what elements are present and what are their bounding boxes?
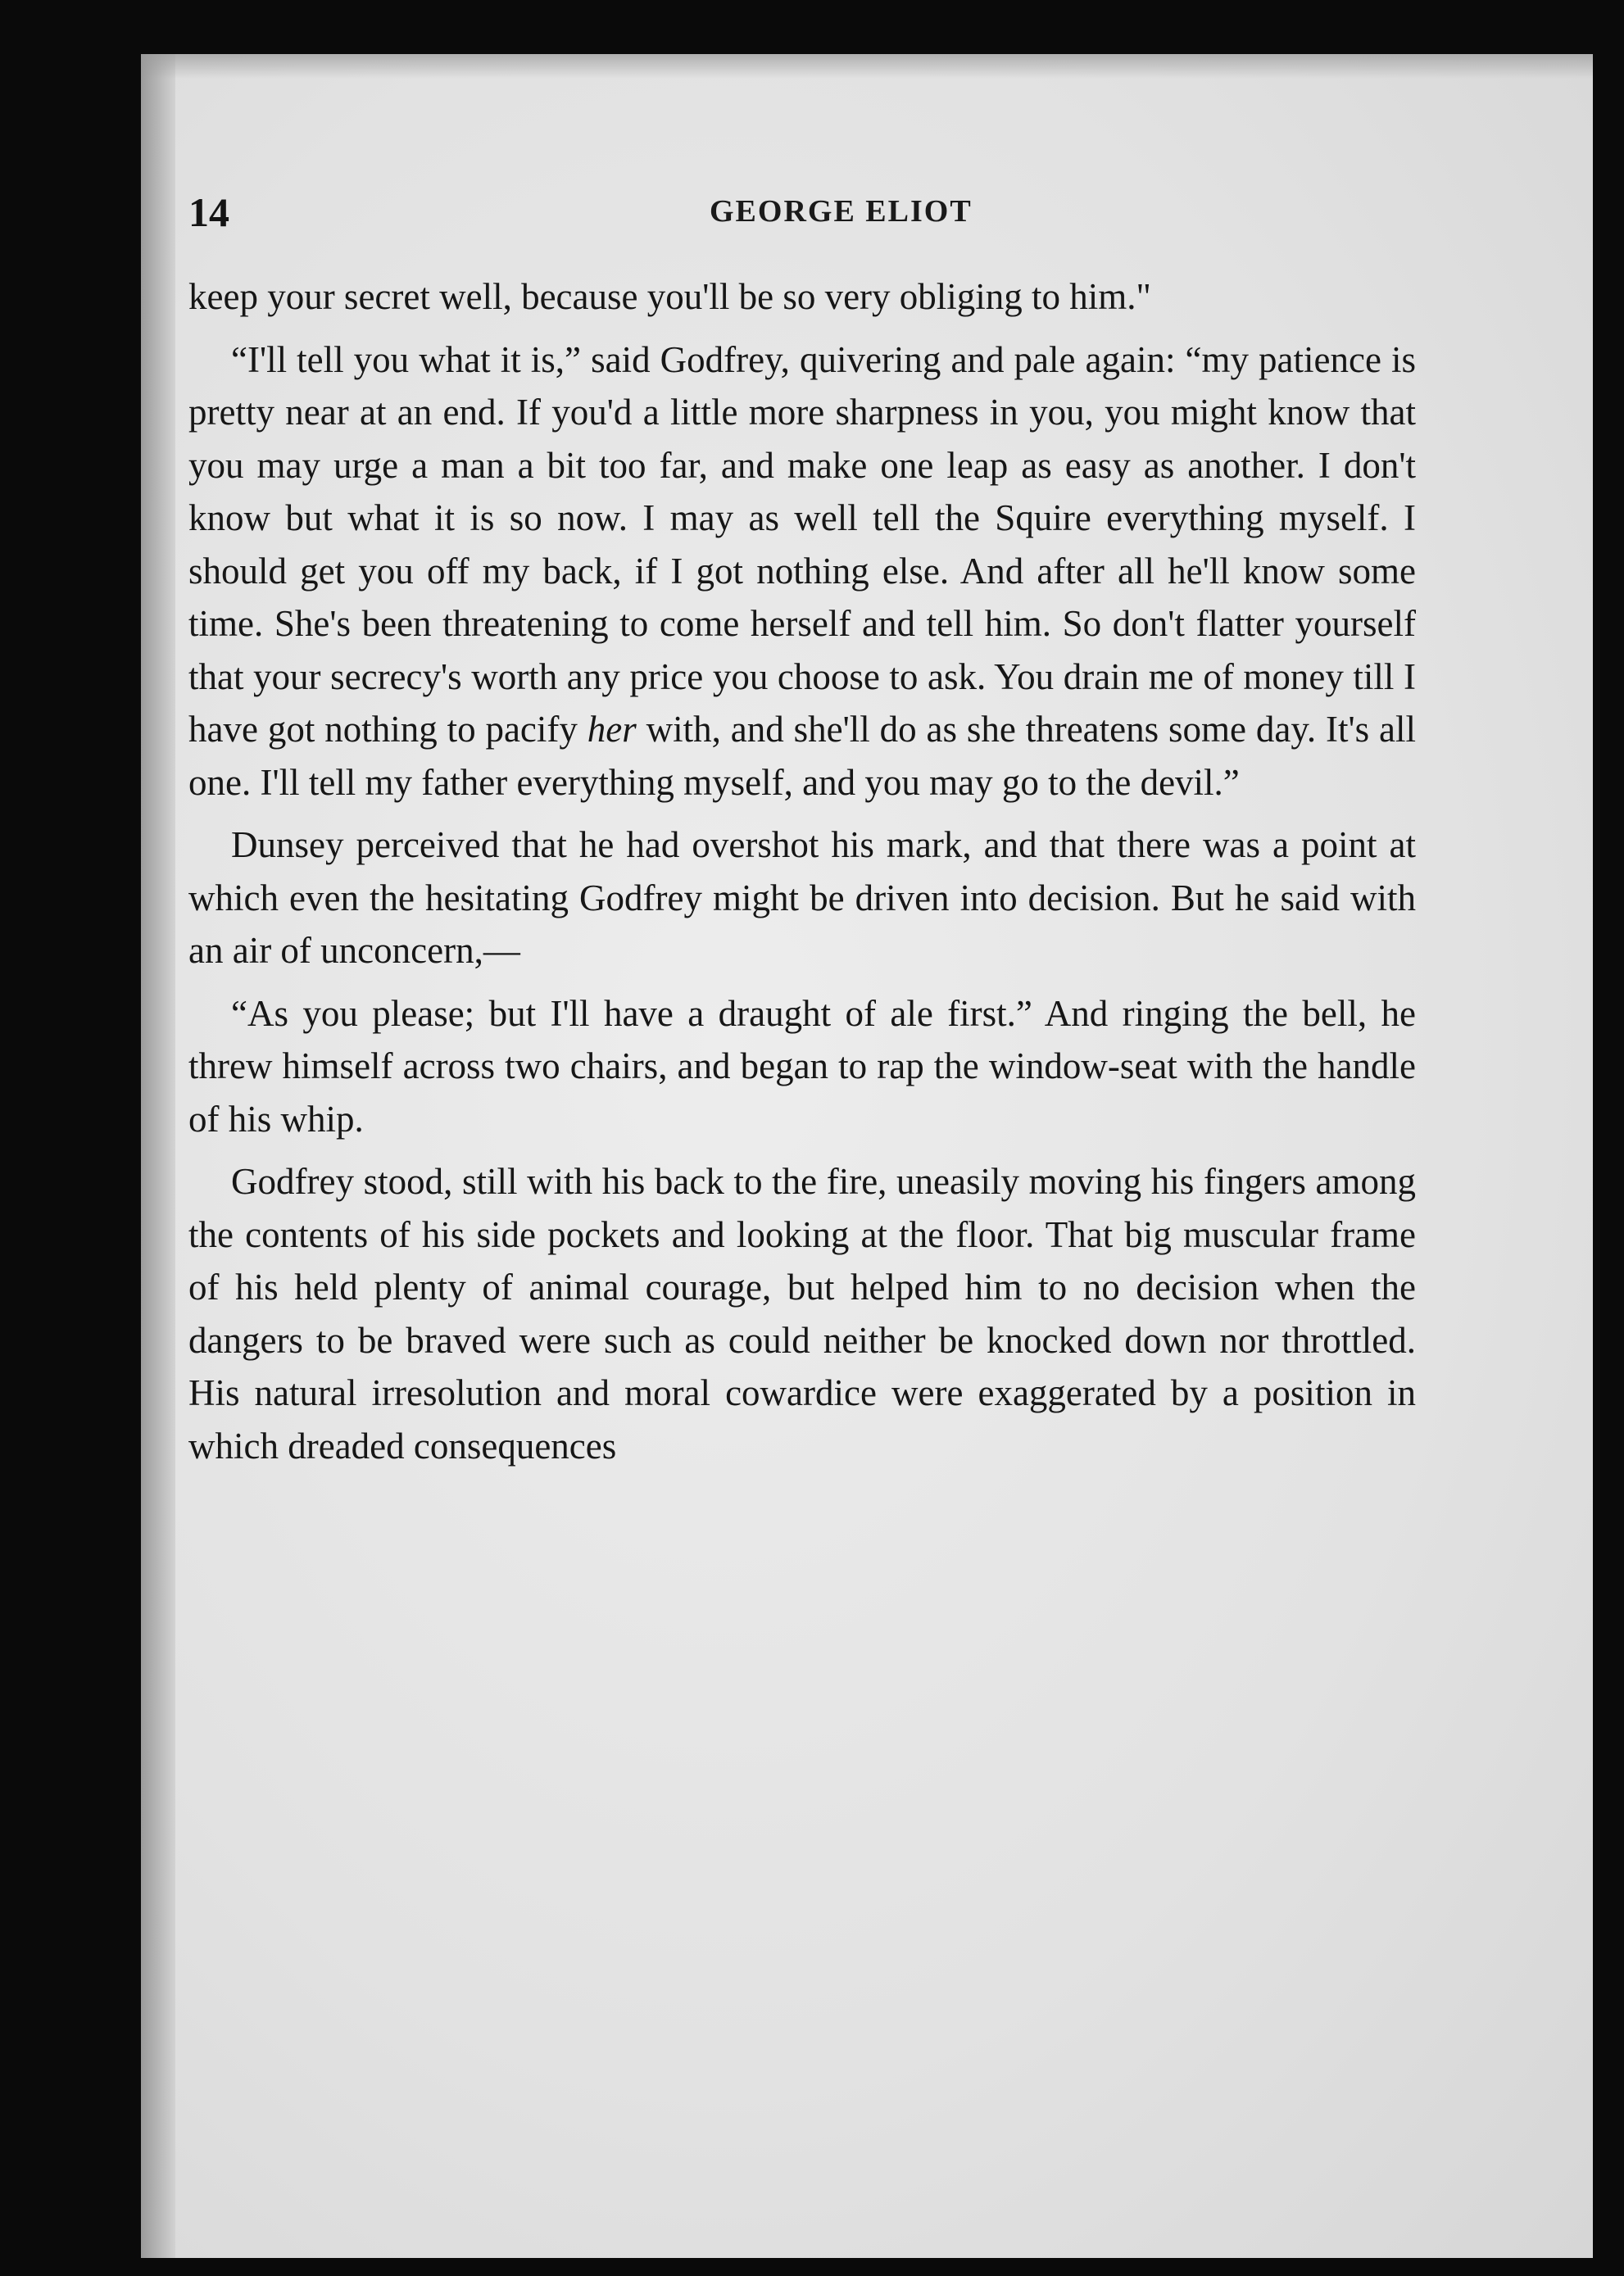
paragraph-godfrey-speech — [188, 333, 1416, 809]
paragraph-dunsey: Dunsey perceived that he had overshot his mark, and that there was a point at which even the hesitating Godfrey might be driven into decision. But he said with an air of unconcern,— — [188, 824, 1416, 971]
paragraph-godfrey-stood: Godfrey stood, still with his back to the fire, uneasily moving his fingers among the contents of his side pockets and looking at the floor. That big muscular frame of his held plenty of animal courage, but helped him to no decision when the dangers to be braved were such as could neither be knocked down nor throttled. His natural irresolution and moral cowardice were exaggerated by a position in which dreaded consequences — [188, 1161, 1416, 1467]
italic-her: her — [587, 709, 637, 750]
paragraph-continued: keep your secret well, because you'll be so very obliging to him." — [188, 276, 1151, 317]
body-text — [188, 270, 1416, 1472]
page-number: 14 — [188, 189, 229, 235]
running-title: GEORGE ELIOT — [710, 194, 973, 229]
paragraph-dunsey-reply: “As you please; but I'll have a draught of ale first.” And ringing the bell, he threw himself across two chairs, and began to rap the window-seat with the handle of his whip. — [188, 992, 1416, 1140]
page-header — [188, 188, 1418, 246]
paragraph-godfrey-speech-part1: “I'll tell you what it is,” said Godfrey, quivering and pale again: “my patience is pretty near at an end. If you'd a little more sharpness in you, you might know that you may urge a man a bit too far, and make one leap as easy as another. I don't know but what it is so now. I may as well tell the Squire everything myself. I should get you off my back, if I got nothing else. And after all he'll know some time. She's been threatening to come herself and tell him. So don't flatter yourself that your secrecy's worth any price you choose to ask. You drain me of money till I have got nothing to pacify — [188, 338, 1416, 750]
paragraph-godfrey-speech-part2: with, and she'll do as she threatens some day. It's all one. I'll tell my father everything myself, and you may go to the devil.” — [188, 709, 1417, 803]
